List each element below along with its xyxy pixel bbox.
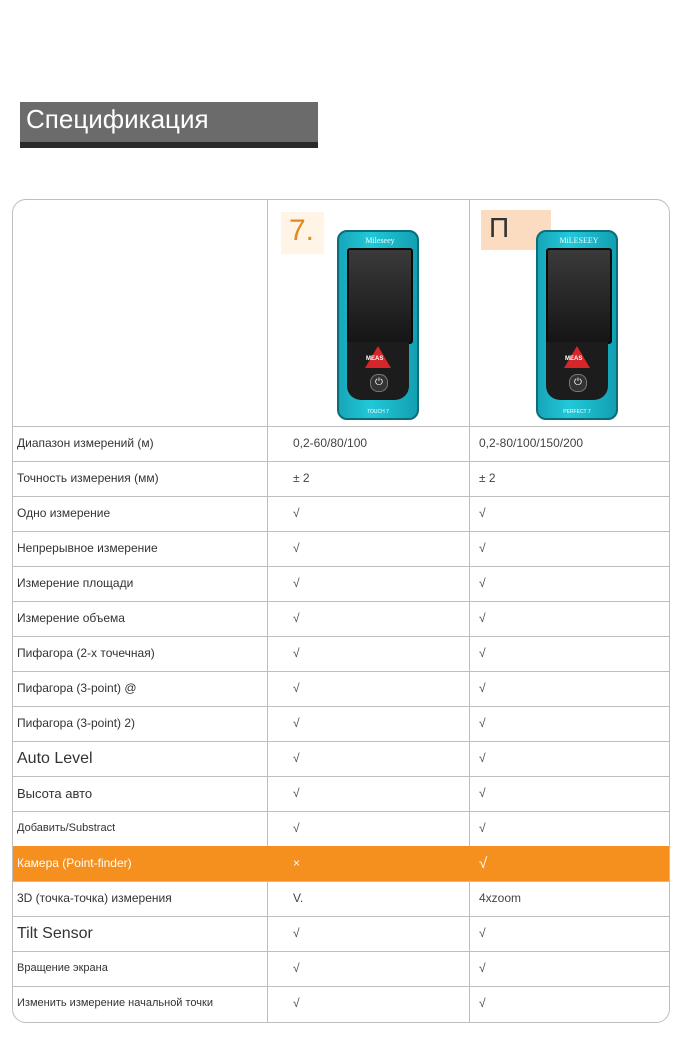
row-value-1: 0,2-60/80/100 xyxy=(293,436,368,450)
meas-label: MEAS xyxy=(565,356,583,362)
row-value-1: √ xyxy=(293,926,300,940)
table-row xyxy=(13,811,669,847)
table-row xyxy=(13,671,669,707)
row-label: Измерение объема xyxy=(17,611,125,625)
row-label: Изменить измерение начальной точки xyxy=(17,997,213,1009)
row-value-1: ± 2 xyxy=(293,471,310,485)
device-brand: MiLESEEY xyxy=(559,236,599,245)
page-title: Спецификация xyxy=(26,104,209,134)
row-label: Диапазон измерений (м) xyxy=(17,436,154,450)
table-row xyxy=(13,741,669,777)
table-row xyxy=(13,986,669,1021)
table-row xyxy=(13,951,669,987)
row-label: Одно измерение xyxy=(17,506,111,520)
row-label: Tilt Sensor xyxy=(17,925,93,942)
row-label: Auto Level xyxy=(17,750,93,767)
row-label: Непрерывное измерение xyxy=(17,541,158,555)
device-model-label: TOUCH 7 xyxy=(367,409,389,415)
row-value-2: √ xyxy=(479,506,486,520)
row-value-1: √ xyxy=(293,961,300,975)
table-row-highlighted xyxy=(13,846,669,882)
row-value-1: V. xyxy=(293,891,304,905)
table-row xyxy=(13,636,669,672)
table-row xyxy=(13,706,669,742)
row-value-1: √ xyxy=(293,576,300,590)
table-row xyxy=(13,601,669,637)
row-value-2: √ xyxy=(479,996,486,1010)
row-value-2: √ xyxy=(479,681,486,695)
row-value-2: √ xyxy=(479,576,486,590)
row-label: Камера (Point-finder) xyxy=(17,856,132,870)
row-value-2: 4xzoom xyxy=(479,891,522,905)
table-row xyxy=(13,531,669,567)
row-value-1: √ xyxy=(293,541,300,555)
row-value-1: √ xyxy=(293,821,300,835)
device-image-2 xyxy=(536,230,618,420)
row-value-1: √ xyxy=(293,646,300,660)
table-row xyxy=(13,916,669,952)
device-screen xyxy=(546,236,612,344)
model-tag-1: 7. xyxy=(281,212,324,254)
row-value-1: √ xyxy=(293,751,300,765)
row-label: Пифагора (3-point) 2) xyxy=(17,716,136,730)
row-value-1: √ xyxy=(293,996,300,1010)
header-row xyxy=(13,200,669,427)
table-row xyxy=(13,496,669,532)
row-value-1: √ xyxy=(293,681,300,695)
row-value-2: √ xyxy=(479,821,486,835)
device-panel xyxy=(347,342,409,400)
row-value-2: √ xyxy=(479,716,486,730)
table-row xyxy=(13,461,669,497)
row-value-2: √ xyxy=(479,786,486,800)
row-label: Измерение площади xyxy=(17,576,134,590)
row-label: Вращение экрана xyxy=(17,962,108,974)
device-screen xyxy=(347,236,413,344)
row-label: Пифагора (3-point) @ xyxy=(17,681,137,695)
table-row xyxy=(13,776,669,812)
row-label: Точность измерения (мм) xyxy=(17,471,159,485)
device-model-label: PERFECT 7 xyxy=(563,409,591,415)
row-value-1: × xyxy=(293,856,301,870)
row-value-2: ± 2 xyxy=(479,471,496,485)
device-brand: Mileseey xyxy=(365,236,395,245)
row-value-1: √ xyxy=(293,611,300,625)
row-label: 3D (точка-точка) измерения xyxy=(17,891,172,905)
row-value-2: √ xyxy=(479,926,486,940)
row-value-2: √ xyxy=(479,611,486,625)
meas-label: MEAS xyxy=(366,356,384,362)
row-value-1: √ xyxy=(293,716,300,730)
power-icon: ⏻ xyxy=(569,374,587,392)
table-row xyxy=(13,426,669,462)
row-value-2: √ xyxy=(479,646,486,660)
table-row xyxy=(13,881,669,917)
row-value-2: √ xyxy=(479,855,488,872)
spec-table xyxy=(12,199,670,1023)
table-row xyxy=(13,566,669,602)
model-tag-2: П xyxy=(481,210,551,250)
row-label: Высота авто xyxy=(17,786,93,801)
row-value-2: √ xyxy=(479,961,486,975)
row-label: Добавить/Substract xyxy=(17,822,116,834)
row-label: Пифагора (2-х точечная) xyxy=(17,646,155,660)
power-icon: ⏻ xyxy=(370,374,388,392)
row-value-1: √ xyxy=(293,786,300,800)
row-value-2: 0,2-80/100/150/200 xyxy=(479,436,584,450)
device-panel xyxy=(546,342,608,400)
row-value-1: √ xyxy=(293,506,300,520)
row-value-2: √ xyxy=(479,751,486,765)
row-value-2: √ xyxy=(479,541,486,555)
device-image-1 xyxy=(337,230,419,420)
